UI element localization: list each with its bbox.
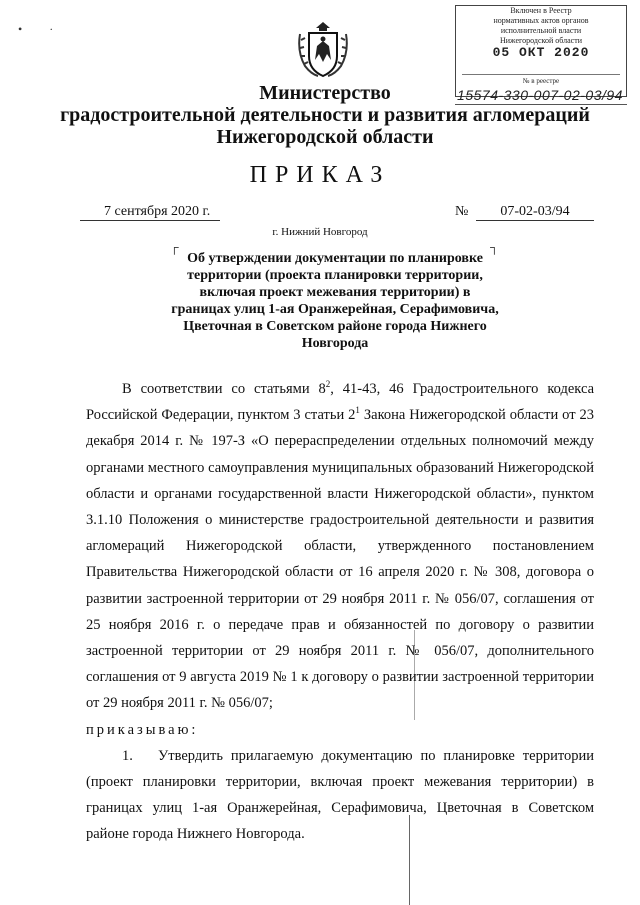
margin-marks: • · <box>18 22 66 36</box>
coat-of-arms-icon <box>296 20 350 78</box>
stamp-line: исполнительной власти <box>500 26 582 35</box>
stamp-divider <box>462 74 620 75</box>
preamble-paragraph: В соответствии со статьями $8^2$, 41-43, 46 Градостроительного кодекса Российской Федерации, пунктом 3 статьи $2^1$ Закона Нижегородской области от 23 декабря 2014 г. № 197-З «О перераспределении отдельных полномочий между органами местного самоуправления муниципальных образований Нижегородской области и органами государственной власти Нижегородской области», пунктом 3.1.10 Положения о министерстве градостроительной деятельности и развития агломераций Нижегородской области, утвержденного постановлением Правительства Нижегородской области от 16 апреля 2020 г. № 308, договора о развитии застроенной территории от 29 ноября 2011 г. № 056/07, соглашения от 25 ноября 2016 г. о передаче прав и обязанностей по договору о развитии застроенной территории от 29 ноября 2011 г. № 056/07, дополнительного соглашения от 9 августа 2019 № 1 к договору о развитии застроенной территории от 29 ноября 2011 г. № 056/07; <box>86 379 594 712</box>
order-item-text: Утвердить прилагаемую документацию по планировке территории (проект планировки территории, включая проект межевания территории) в границах улиц 1-ая Оранжерейная, Серафимовича, Цветочная в Советском районе города Нижнего Новгорода. <box>86 747 594 843</box>
registry-number: 15574-330-007-02-03/94 <box>457 87 623 103</box>
stamp-line: Нижегородской области <box>499 36 582 45</box>
document-city: г. Нижний Новгород <box>272 226 368 238</box>
corner-mark-right: ┐ <box>490 240 499 254</box>
ministry-name <box>60 82 590 148</box>
stamp-line: Включен в Реестр <box>510 6 572 15</box>
ministry-line: Министерство <box>259 82 391 104</box>
document-date: 7 сентября 2020 г. <box>80 204 220 221</box>
order-word: приказываю: <box>86 721 199 738</box>
order-item-number: 1. <box>122 747 133 764</box>
document-type: ПРИКАЗ <box>249 162 391 188</box>
stamp-reg-label: № в реестре <box>522 77 560 85</box>
corner-mark-left: ┌ <box>170 240 179 254</box>
ministry-line: градостроительной деятельности и развития агломераций <box>60 104 590 126</box>
ministry-line: Нижегородской области <box>216 126 434 148</box>
document-subject: Об утверждении документации по планировке территории (проекта планировки территории, включая проект межевания территории) в границах улиц 1-ая Оранжерейная, Серафимовича, Цветочная в Советском районе города Нижнего Новгорода <box>171 251 499 351</box>
document-number: 07-02-03/94 <box>476 204 594 221</box>
document-number-label: № <box>455 204 469 219</box>
document-body <box>86 376 594 848</box>
stamp-line: нормативных актов органов <box>493 16 589 25</box>
order-item-1 <box>86 743 594 848</box>
stamp-date: 05 ОКТ 2020 <box>492 45 590 60</box>
